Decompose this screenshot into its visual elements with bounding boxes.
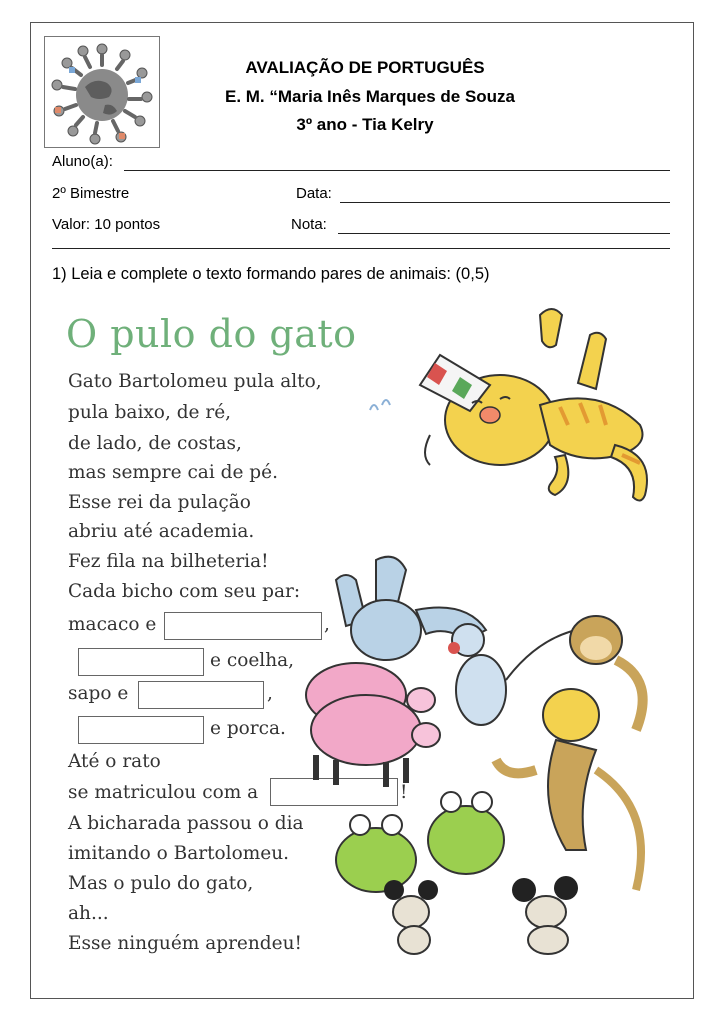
poem-line: se matriculou com a [68,782,259,803]
poem-punctuation: , [324,614,330,635]
poem-line: de lado, de costas, [68,433,242,454]
header-school: E. M. “Maria Inês Marques de Souza [224,87,516,106]
poem-line: e coelha, [210,650,295,671]
answer-box-4[interactable] [78,716,204,744]
poem-line: Esse rei da pulação [68,492,251,513]
poem-line: ah... [68,903,109,924]
poem-line: imitando o Bartolomeu. [68,843,290,864]
header-class: 3º ano - Tia Kelry [296,115,434,134]
grade-field[interactable] [338,233,670,234]
question-1: 1) Leia e complete o texto formando pares de animais: (0,5) [52,265,490,283]
poem-line: sapo e [68,683,129,704]
grade-label: Nota: [291,216,327,233]
poem-line: pula baixo, de ré, [68,402,232,423]
answer-box-3[interactable] [138,681,264,709]
bimester-label: 2º Bimestre [52,185,130,202]
poem-line: Gato Bartolomeu pula alto, [68,371,322,392]
poem-line: macaco e [68,614,157,635]
poem-punctuation: ! [400,782,408,803]
school-logo [44,36,160,148]
student-label: Aluno(a): [52,153,113,170]
poem-line: Fez fila na bilheteria! [68,551,269,572]
poem-line: mas sempre cai de pé. [68,462,278,483]
poem-line: Cada bicho com seu par: [68,581,301,602]
student-name-field[interactable] [124,170,670,171]
poem-line: abriu até academia. [68,521,255,542]
date-label: Data: [296,185,332,202]
separator-line [52,248,670,249]
cat-illustration [360,295,680,510]
answer-box-2[interactable] [78,648,204,676]
poem-punctuation: , [267,683,273,704]
poem-line: Mas o pulo do gato, [68,873,254,894]
poem-title: O pulo do gato [66,312,357,356]
date-field[interactable] [340,202,670,203]
poem-line: A bicharada passou o dia [68,813,304,834]
poem-line: Até o rato [68,751,161,772]
poem-line: Esse ninguém aprendeu! [68,933,302,954]
poem-line: e porca. [210,718,286,739]
header-title: AVALIAÇÃO DE PORTUGUÊS [245,58,485,77]
score-value-label: Valor: 10 pontos [52,216,161,233]
animals-illustration [296,540,686,960]
